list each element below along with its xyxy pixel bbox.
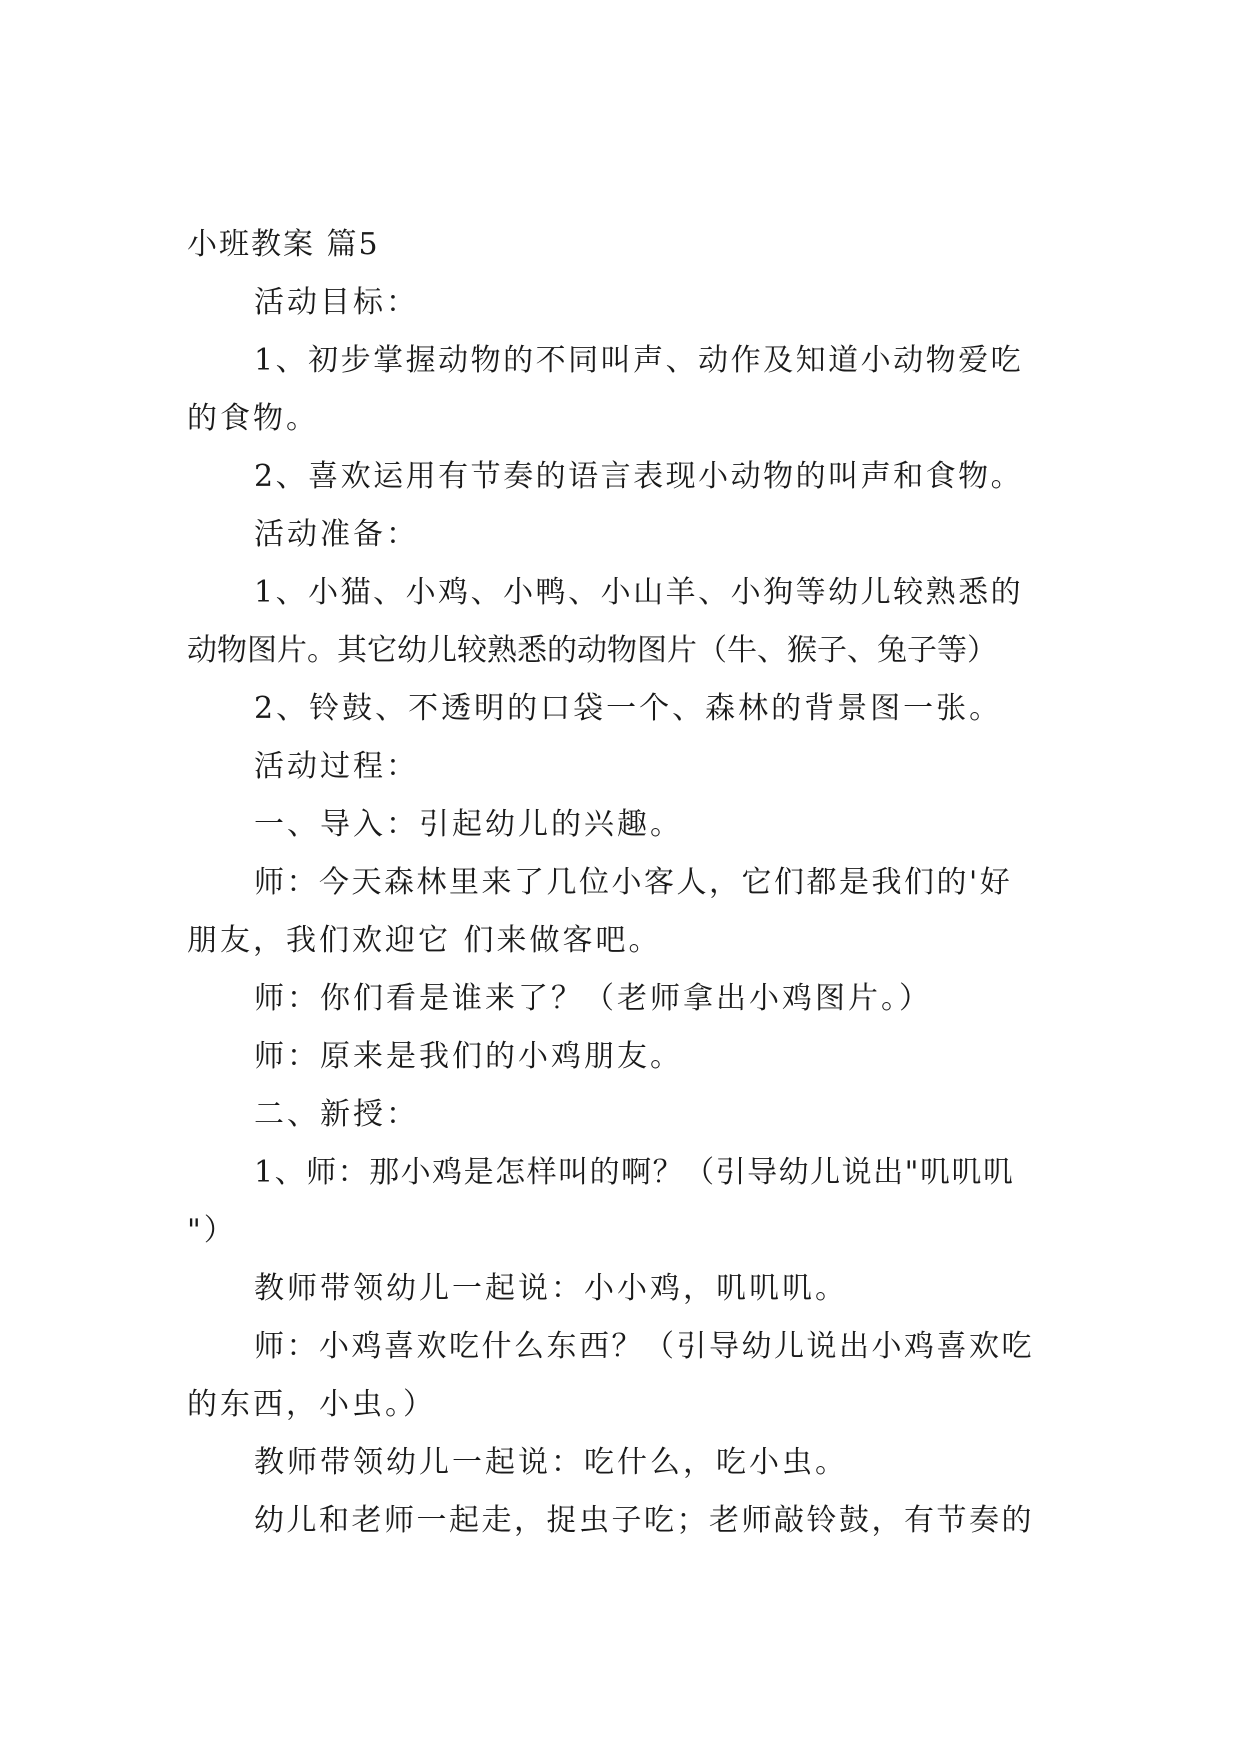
paragraph-line: 2、铃鼓、不透明的口袋一个、森林的背景图一张。 bbox=[254, 691, 1003, 726]
section-heading-new-lesson: 二、新授： bbox=[254, 1097, 419, 1132]
paragraph-line: 幼儿和老师一起走，捉虫子吃；老师敲铃鼓，有节奏的 bbox=[254, 1503, 1034, 1538]
paragraph-line: 的东西，小虫。） bbox=[187, 1387, 436, 1422]
section-heading-goals: 活动目标： bbox=[254, 285, 419, 320]
paragraph-line: 1、师：那小鸡是怎样叫的啊？（引导幼儿说出"叽叽叽 bbox=[254, 1155, 1015, 1190]
paragraph-line: 2、喜欢运用有节奏的语言表现小动物的叫声和食物。 bbox=[254, 459, 1024, 494]
paragraph-line: 师：今天森林里来了几位小客人，它们都是我们的'好 bbox=[254, 865, 1013, 900]
paragraph-line: 1、小猫、小鸡、小鸭、小山羊、小狗等幼儿较熟悉的 bbox=[254, 575, 1024, 610]
paragraph-line: 1、初步掌握动物的不同叫声、动作及知道小动物爱吃 bbox=[254, 343, 1024, 378]
paragraph-line: 一、导入：引起幼儿的兴趣。 bbox=[254, 807, 683, 842]
paragraph-line: 教师带领幼儿一起说：吃什么，吃小虫。 bbox=[254, 1445, 848, 1480]
document-title: 小班教案 篇5 bbox=[187, 227, 380, 262]
paragraph-line: 师：你们看是谁来了？（老师拿出小鸡图片。） bbox=[254, 981, 932, 1016]
section-heading-process: 活动过程： bbox=[254, 749, 419, 784]
paragraph-line: 教师带领幼儿一起说：小小鸡，叽叽叽。 bbox=[254, 1271, 848, 1306]
paragraph-line: 的食物。 bbox=[187, 401, 319, 436]
paragraph-line: 师：小鸡喜欢吃什么东西？（引导幼儿说出小鸡喜欢吃 bbox=[254, 1329, 1034, 1364]
paragraph-line: 朋友，我们欢迎它 们来做客吧。 bbox=[187, 923, 662, 958]
paragraph-line: "） bbox=[187, 1213, 237, 1248]
paragraph-line: 师：原来是我们的小鸡朋友。 bbox=[254, 1039, 683, 1074]
paragraph-line: 动物图片。其它幼儿较熟悉的动物图片（牛、猴子、兔子等） bbox=[187, 633, 997, 668]
section-heading-preparation: 活动准备： bbox=[254, 517, 419, 552]
